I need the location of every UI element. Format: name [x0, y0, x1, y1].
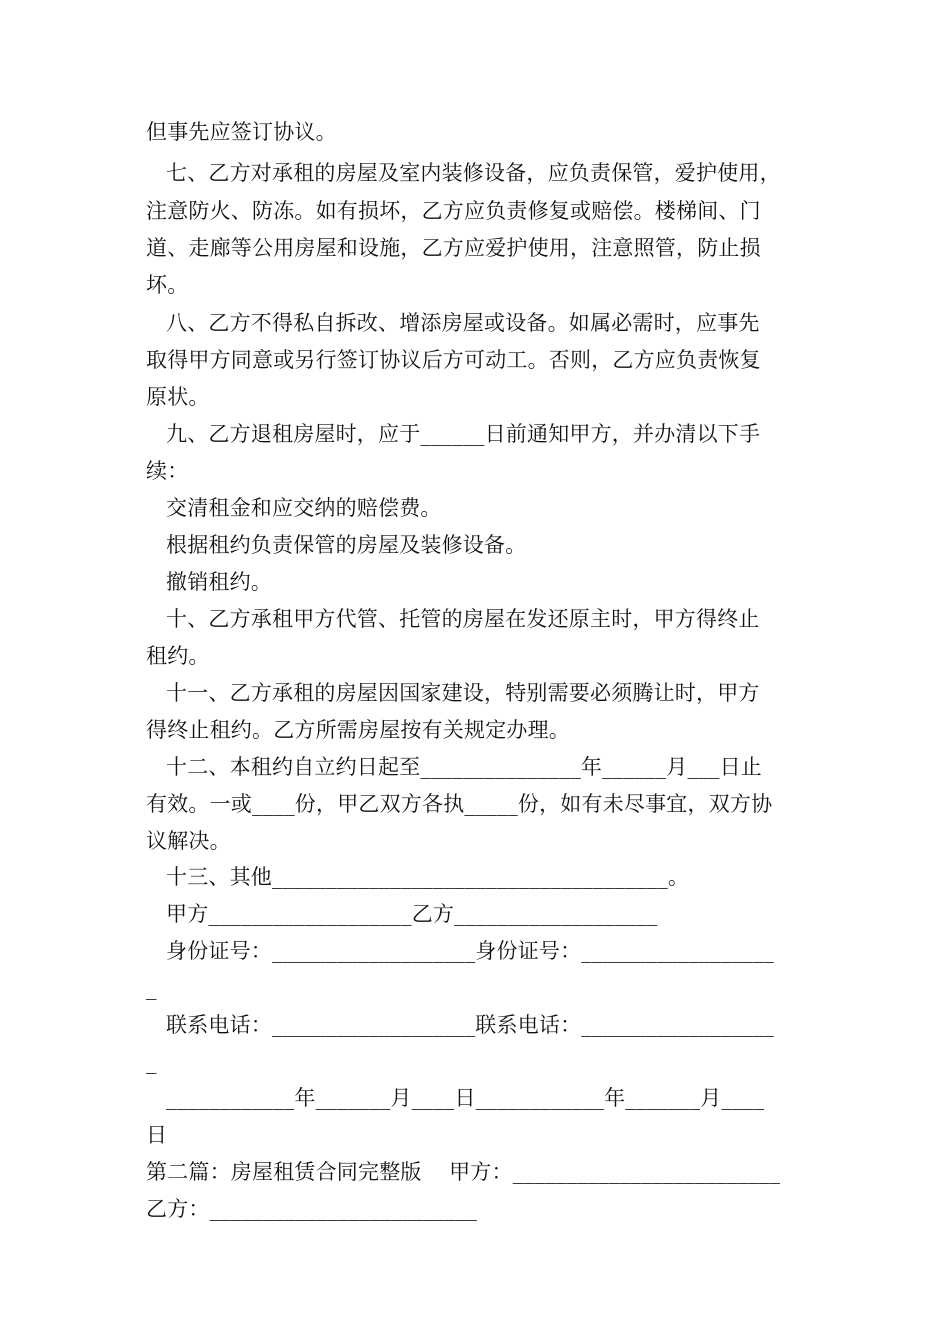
text-line: 议解决。: [146, 829, 231, 853]
section-heading: 第二篇：房屋租赁合同完整版 甲方：_________________________: [146, 1160, 781, 1184]
text-line: 乙方：_________________________: [146, 1197, 478, 1221]
clause-7-line: 七、乙方对承租的房屋及室内装修设备，应负责保管，爱护使用，: [166, 161, 781, 185]
text-line: 有效。一或____份，甲乙双方各执_____份，如有未尽事宜，双方协: [146, 792, 773, 816]
text-line: 日: [146, 1123, 168, 1147]
list-item: 根据租约负责保管的房屋及装修设备。: [166, 533, 527, 557]
clause-13-line: 十三、其他_____________________________________。: [166, 865, 690, 889]
clause-11-line: 十一、乙方承租的房屋因国家建设，特别需要必须腾让时，甲方: [166, 681, 760, 705]
date-line: ____________年_______月____日____________年_______月____: [166, 1086, 765, 1110]
text-line: 续：: [146, 459, 189, 483]
phone-line: 联系电话：___________________联系电话：__________________: [166, 1013, 774, 1037]
text-line: _: [146, 1050, 157, 1074]
text-line: 取得甲方同意或另行签订协议后方可动工。否则，乙方应负责恢复: [146, 348, 761, 372]
list-item: 交清租金和应交纳的赔偿费。: [166, 496, 442, 520]
party-signature-line: 甲方___________________乙方___________________: [166, 902, 658, 926]
text-line: _: [146, 976, 157, 1000]
text-line: 但事先应签订协议。: [146, 120, 337, 144]
clause-9-line: 九、乙方退租房屋时，应于______日前通知甲方，并办清以下手: [166, 422, 761, 446]
text-line: 租约。: [146, 644, 210, 668]
clause-8-line: 八、乙方不得私自拆改、增添房屋或设备。如属必需时，应事先: [166, 311, 760, 335]
text-line: 道、走廊等公用房屋和设施，乙方应爱护使用，注意照管，防止损: [146, 236, 761, 260]
list-item: 撤销租约。: [166, 570, 272, 594]
text-line: 注意防火、防冻。如有损坏，乙方应负责修复或赔偿。楼梯间、门: [146, 199, 761, 223]
clause-10-line: 十、乙方承租甲方代管、托管的房屋在发还原主时，甲方得终止: [166, 607, 760, 631]
text-line: 得终止租约。乙方所需房屋按有关规定办理。: [146, 718, 570, 742]
clause-12-line: 十二、本租约自立约日起至_______________年______月___日止: [166, 755, 762, 779]
text-line: 原状。: [146, 385, 210, 409]
text-line: 坏。: [146, 273, 189, 297]
id-number-line: 身份证号：___________________身份证号：__________________: [166, 939, 774, 963]
